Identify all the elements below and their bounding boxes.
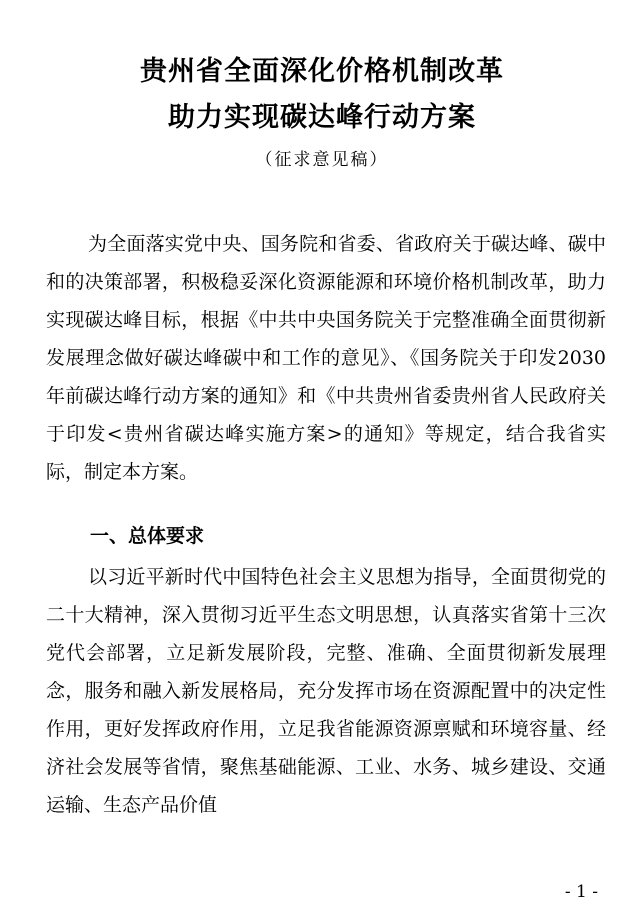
page-number: - 1 - bbox=[564, 882, 598, 902]
section-heading-general-requirements: 一、总体要求 bbox=[90, 525, 205, 547]
document-title-line2: 助力实现碳达峰行动方案 bbox=[168, 102, 476, 133]
guiding-paragraph: 以习近平新时代中国特色社会主义思想为指导，全面贯彻党的二十大精神，深入贯彻习近平生态文明思想，认真落实省第十三次党代会部署，立足新发展阶段，完整、准确、全面贯彻新发展理念，服务和融入新发展格局，充分发挥市场在资源配置中的决定性作用，更好发挥政府作用，立足我省能源资源禀赋和环境容量、经济社会发展等省情，聚焦基础能源、工业、水务、城乡建设、交通运输、生态产品价值 bbox=[46, 566, 606, 816]
document-subtitle: （征求意见稿） bbox=[255, 150, 389, 170]
document-title-line1: 贵州省全面深化价格机制改革 bbox=[140, 56, 504, 87]
intro-paragraph: 为全面落实党中央、国务院和省委、省政府关于碳达峰、碳中和的决策部署，积极稳妥深化资源能源和环境价格机制改革，助力实现碳达峰目标，根据《中共中央国务院关于完整准确全面贯彻新发展理念做好碳达峰碳中和工作的意见》、《国务院关于印发2030年前碳达峰行动方案的通知》和《中共贵州省委贵州省人民政府关于印发<贵州省碳达峰实施方案>的通知》等规定，结合我省实际，制定本方案。 bbox=[46, 233, 606, 483]
